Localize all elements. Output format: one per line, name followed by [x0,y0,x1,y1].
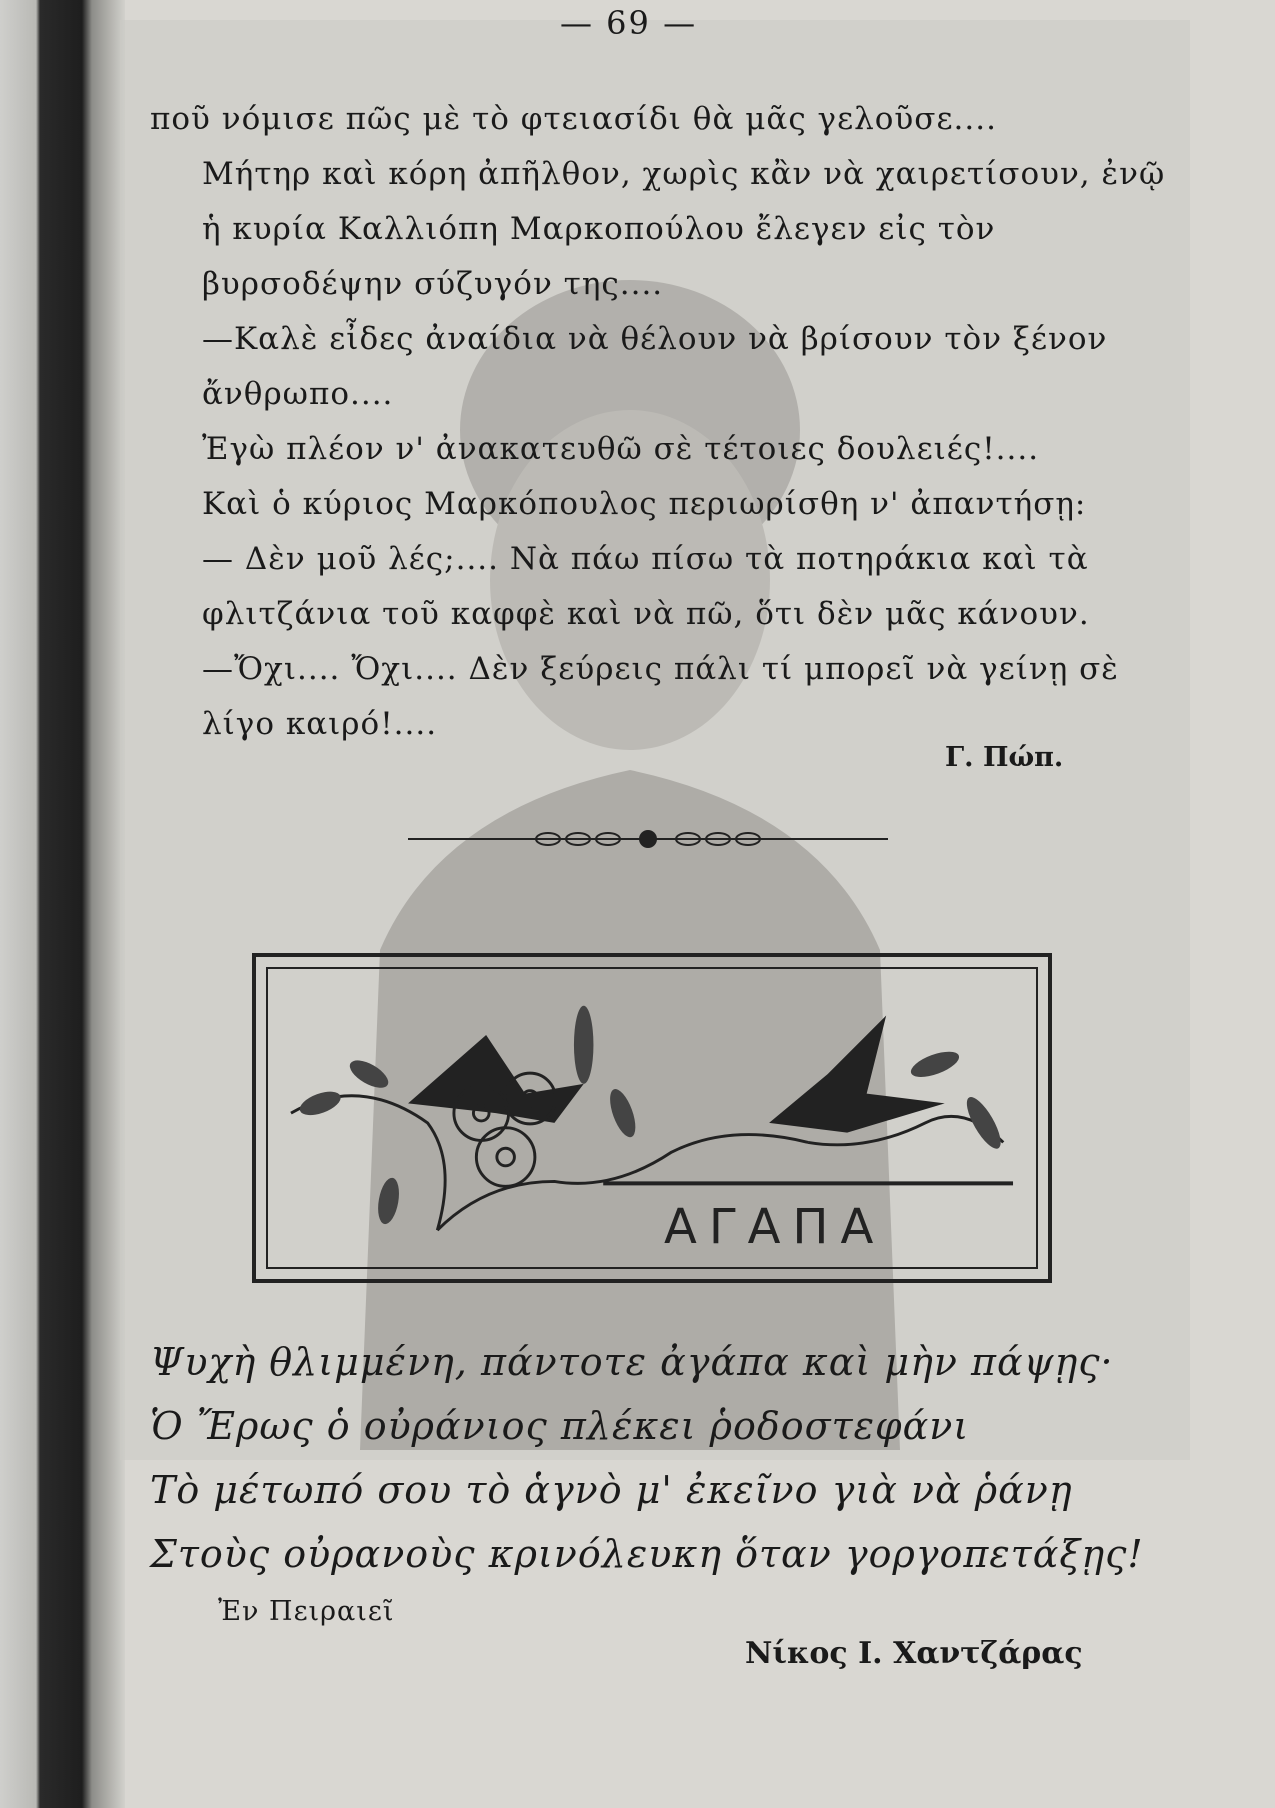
poem-line: Ὁ Ἔρως ὁ οὐράνιος πλέκει ῥοδοστεφάνι [150,1404,970,1448]
prose-signature: Γ. Πώπ. [945,742,1064,773]
prose-paragraph: —Ὄχι.... Ὄχι.... Δὲν ξεύρεις πάλι τί μπορεῖ νὰ γείνῃ σὲ λίγο καιρό!.... [202,651,1119,742]
ornamental-divider [408,824,888,854]
swallows-and-flowers-illustration [256,957,1048,1279]
prose-paragraph: —Καλὲ εἶδες ἀναίδια νὰ θέλουν νὰ βρίσουν τὸν ξένον ἄνθρωπο.... [202,321,1108,412]
prose-paragraph: — Δὲν μοῦ λές;.... Νὰ πάω πίσω τὰ ποτηράκια καὶ τὰ φλιτζάνια τοῦ καφφὲ καὶ νὰ πῶ, ὅτι δὲν μᾶς κάνουν. [202,541,1090,632]
prose-paragraph: Καὶ ὁ κύριος Μαρκόπουλος περιωρίσθη ν' ἀπαντήσῃ: [202,486,1087,522]
book-spine [0,0,125,1808]
poem-line: Τὸ μέτωπό σου τὸ ἁγνὸ μ' ἐκεῖνο γιὰ νὰ ῥάνῃ [150,1468,1073,1512]
prose-paragraph: Μήτηρ καὶ κόρη ἀπῆλθον, χωρὶς κἂν νὰ χαιρετίσουν, ἐνῷ ἡ κυρία Καλλιόπη Μαρκοπούλου ἔλεγεν εἰς τὸν βυρσοδέψην σύζυγόν της.... [202,156,1166,302]
poem-line: Στοὺς οὐρανοὺς κρινόλευκη ὅταν γοργοπετάξῃς! [150,1532,1144,1576]
poem-place: Ἐν Πειραιεῖ [218,1596,395,1627]
prose-paragraph: Ἐγὼ πλέον ν' ἀνακατευθῶ σὲ τέτοιες δουλειές!.... [202,431,1040,467]
page-number: — 69 — [560,4,698,42]
prose-text [150,92,1170,752]
poem-author: Νίκος Ι. Χαντζάρας [745,1636,1083,1671]
agapa-emblem [252,953,1052,1283]
emblem-title: ΑΓΑΠΑ [664,1199,886,1255]
prose-paragraph: ποῦ νόμισε πῶς μὲ τὸ φτειασίδι θὰ μᾶς γελοῦσε.... [150,101,997,137]
poem-line: Ψυχὴ θλιμμένη, πάντοτε ἀγάπα καὶ μὴν πάψῃς· [150,1340,1114,1384]
poem [150,1330,1150,1586]
